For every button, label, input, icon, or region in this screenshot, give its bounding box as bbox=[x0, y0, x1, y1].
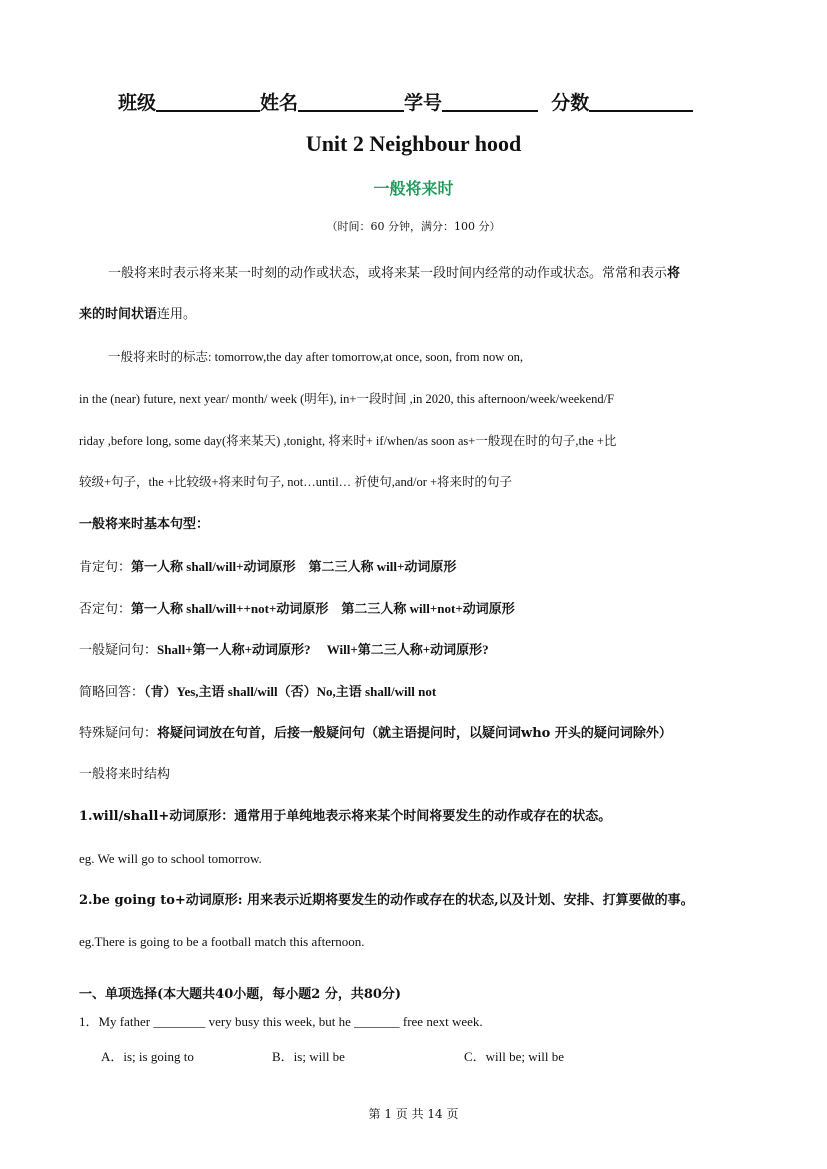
class-blank bbox=[156, 92, 260, 112]
structure-example-2: eg.There is going to be a football match this afternoon. bbox=[79, 934, 365, 949]
score-blank bbox=[589, 92, 693, 112]
markers-line-2: in the (near) future, next year/ month/ week (明年), in+一段时间 ,in 2020, this afternoon/week/weekend/F bbox=[79, 392, 615, 406]
structure-example-1: eg. We will go to school tomorrow. bbox=[79, 851, 262, 866]
time-score-info: （时间：60 分钟，满分：100 分） bbox=[326, 220, 501, 233]
special-question-text: 将疑问词放在句首，后接一般疑问句（就主语提问时，以疑问词who 开头的疑问词除外） bbox=[157, 726, 672, 741]
affirmative-text: 第一人称 shall/will+动词原形 第二三人称 will+动词原形 bbox=[131, 559, 457, 574]
special-question-label: 特殊疑问句： bbox=[79, 726, 158, 741]
intro-line-2 bbox=[79, 306, 751, 323]
negative-text: 第一人称 shall/will++not+动词原形 第二三人称 will+not+动词原形 bbox=[131, 601, 515, 616]
patterns-heading: 一般将来时基本句型： bbox=[79, 517, 210, 532]
short-answer-label: 简略回答： bbox=[79, 685, 145, 700]
intro-rest: 连用。 bbox=[157, 307, 197, 322]
affirmative-label: 肯定句： bbox=[79, 560, 132, 575]
intro-text: 一般将来时表示将来某一时刻的动作或状态，或将来某一段时间内经常的动作或状态。常常和表示 bbox=[108, 266, 668, 281]
unit-title: Unit 2 Neighbour hood bbox=[305, 131, 522, 156]
question-text: Shall+第一人称+动词原形? Will+第二三人称+动词原形? bbox=[157, 642, 489, 657]
structure-heading: 一般将来时结构 bbox=[79, 767, 171, 782]
question-line bbox=[79, 641, 751, 659]
name-label: 姓名 bbox=[260, 92, 299, 114]
page-footer: 第 1 页 共 14 页 bbox=[368, 1107, 459, 1121]
markers-line-3: riday ,before long, some day(将来某天) ,tonight, 将来时+ if/when/as soon as+一般现在时的句子,the +比 bbox=[79, 434, 617, 448]
score-label: 分数 bbox=[551, 92, 590, 114]
intro-bold: 将 bbox=[667, 266, 681, 281]
q1-option-a: A．is; is going to bbox=[101, 1049, 194, 1064]
affirmative-line bbox=[79, 558, 751, 576]
name-blank bbox=[298, 92, 404, 112]
markers-line-1: 一般将来时的标志: tomorrow,the day after tomorrow,at once, soon, from now on, bbox=[108, 350, 523, 364]
intro-line-1 bbox=[108, 265, 780, 282]
id-blank bbox=[442, 92, 538, 112]
markers-line-4: 较级+句子，the +比较级+将来时句子, not…until… 祈使句,and/or +将来时的句子 bbox=[79, 475, 513, 489]
short-answer-line bbox=[79, 683, 751, 701]
question-1-stem: 1．My father ________ very busy this week, but he _______ free next week. bbox=[79, 1014, 483, 1029]
structure-item-1: 1.will/shall+动词原形：通常用于单纯地表示将来某个时间将要发生的动作或存在的状态。 bbox=[79, 809, 612, 824]
q1-option-c: C．will be; will be bbox=[464, 1049, 565, 1064]
student-info-line bbox=[118, 88, 718, 115]
intro-bold-2: 来的时间状语 bbox=[79, 307, 158, 322]
special-question-line bbox=[79, 725, 751, 742]
short-answer-text: （肯）Yes,主语 shall/will（否）No,主语 shall/will not bbox=[144, 684, 437, 699]
id-label: 学号 bbox=[404, 92, 443, 114]
question-label: 一般疑问句： bbox=[79, 643, 158, 658]
class-label: 班级 bbox=[118, 92, 157, 114]
negative-label: 否定句： bbox=[79, 602, 132, 617]
structure-item-2: 2.be going to+动词原形: 用来表示近期将要发生的动作或存在的状态,以及计划、安排、打算要做的事。 bbox=[79, 893, 694, 908]
section-heading: 一、单项选择(本大题共40小题，每小题2 分，共80分) bbox=[79, 987, 402, 1002]
negative-line bbox=[79, 600, 751, 618]
grammar-topic-title: 一般将来时 bbox=[373, 179, 454, 198]
q1-option-b: B．is; will be bbox=[272, 1049, 345, 1064]
